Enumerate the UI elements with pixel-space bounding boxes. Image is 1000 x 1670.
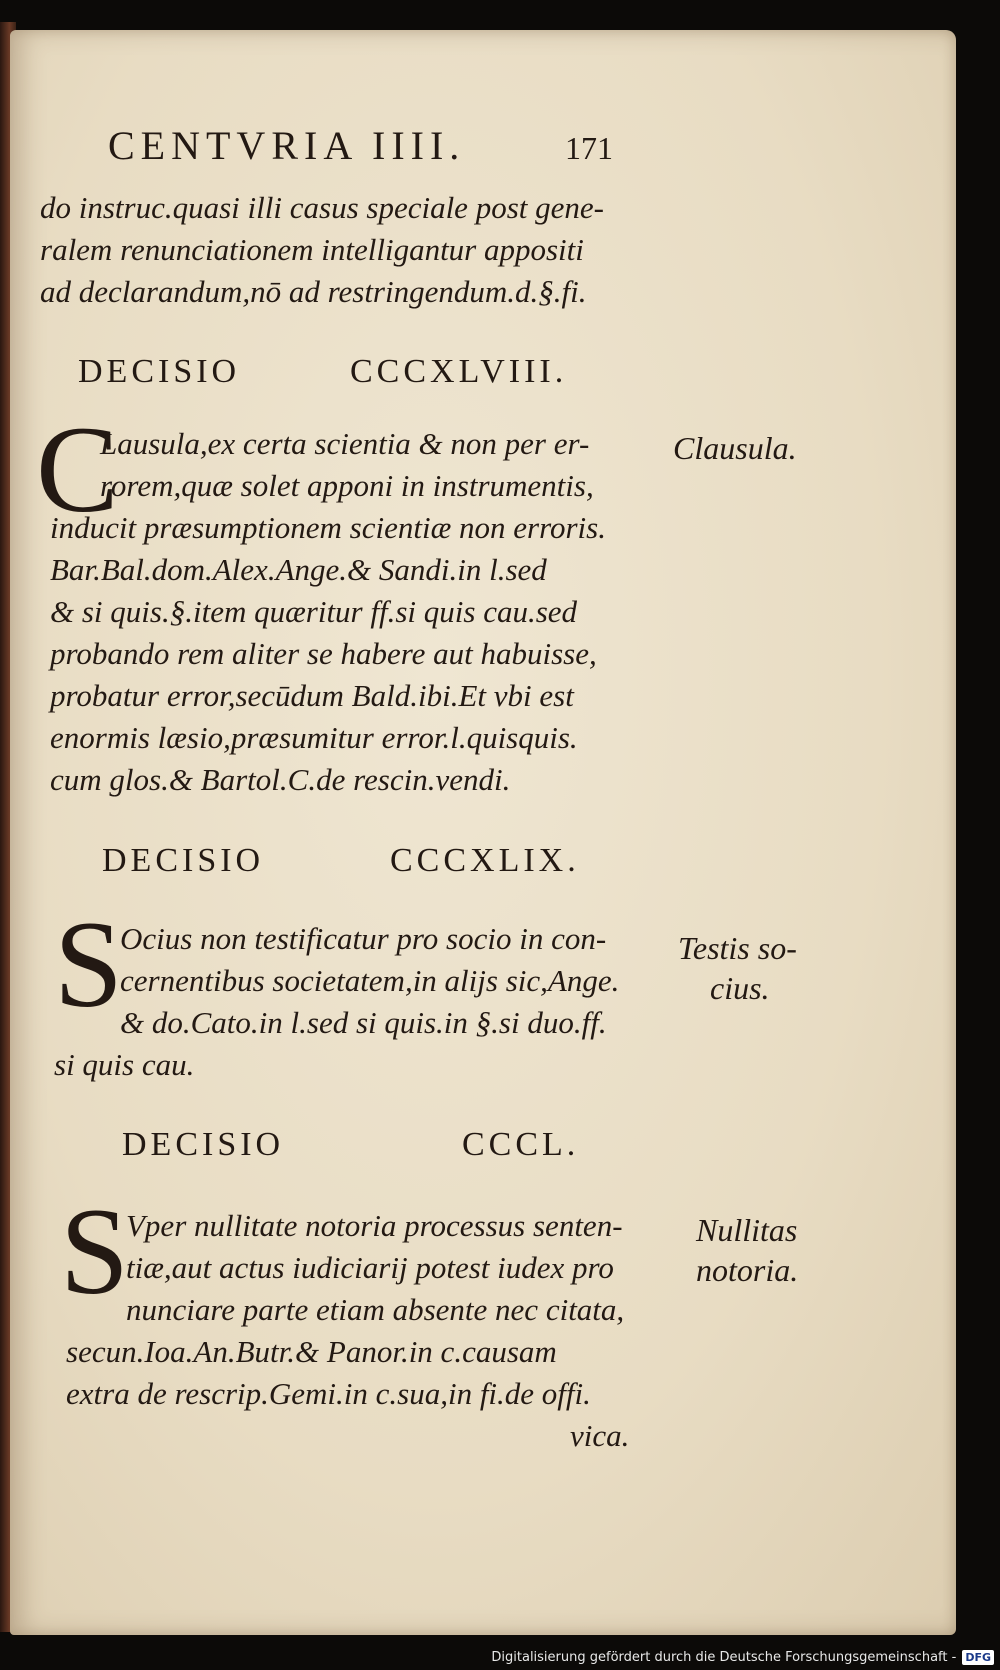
text-line: & do.Cato.in l.sed si quis.in §.si duo.ff. — [120, 1005, 607, 1040]
decisio-heading-label: DECISIO — [122, 1126, 285, 1163]
drop-cap: C — [36, 401, 119, 538]
text-line: inducit præsumptionem scientiæ non erroris. — [50, 510, 606, 545]
text-line: & si quis.§.item quæritur ff.si quis cau.sed — [50, 594, 578, 629]
decisio-heading-label: DECISIO — [78, 353, 241, 390]
drop-cap: S — [54, 896, 123, 1033]
drop-cap: S — [60, 1183, 129, 1320]
decisio-heading-label: DECISIO — [102, 842, 265, 879]
dfg-logo-icon: DFG — [962, 1650, 994, 1665]
text-line: Bar.Bal.dom.Alex.Ange.& Sandi.in l.sed — [50, 552, 547, 587]
decisio-heading-number: CCCXLVIII. — [350, 353, 568, 390]
text-line: extra de rescrip.Gemi.in c.sua,in fi.de offi. — [66, 1376, 591, 1411]
text-line: Lausula,ex certa scientia & non per er- — [100, 426, 590, 461]
text-line: Vper nullitate notoria processus senten- — [126, 1208, 623, 1243]
book-page — [10, 30, 956, 1635]
decisio-heading-number: CCCL. — [462, 1126, 580, 1163]
margin-note: cius. — [710, 970, 770, 1006]
text-line: si quis cau. — [54, 1047, 195, 1082]
text-line: ralem renunciationem intelligantur appositi — [40, 232, 584, 267]
text-line: Ocius non testificatur pro socio in con- — [120, 921, 607, 956]
margin-note: notoria. — [696, 1252, 799, 1288]
text-line: rorem,quæ solet apponi in instrumentis, — [100, 468, 594, 503]
text-line: probando rem aliter se habere aut habuisse, — [50, 636, 597, 671]
text-line: vica. — [570, 1418, 630, 1453]
margin-note: Testis so- — [678, 930, 797, 966]
text-line: tiæ,aut actus iudiciarij potest iudex pro — [126, 1250, 614, 1285]
running-head: CENTVRIA IIII. — [108, 123, 466, 168]
decisio-heading-number: CCCXLIX. — [390, 842, 580, 879]
text-line: secun.Ioa.An.Butr.& Panor.in c.causam — [66, 1334, 557, 1369]
text-line: enormis læsio,præsumitur error.l.quisquis. — [50, 720, 578, 755]
text-line: probatur error,secūdum Bald.ibi.Et vbi est — [50, 678, 574, 713]
text-line: cernentibus societatem,in alijs sic,Ange. — [120, 963, 620, 998]
text-line: ad declarandum,nō ad restringendum.d.§.fi. — [40, 274, 587, 309]
margin-note: Nullitas — [696, 1212, 798, 1248]
text-line: cum glos.& Bartol.C.de rescin.vendi. — [50, 762, 511, 797]
text-line: do instruc.quasi illi casus speciale post gene- — [40, 190, 604, 225]
margin-note: Clausula. — [673, 430, 797, 466]
text-line: nunciare parte etiam absente nec citata, — [126, 1292, 625, 1327]
page-number: 171 — [565, 130, 613, 166]
digitization-footer — [491, 1646, 994, 1668]
funding-credit: Digitalisierung gefördert durch die Deutsche Forschungsgemeinschaft - — [491, 1649, 957, 1665]
